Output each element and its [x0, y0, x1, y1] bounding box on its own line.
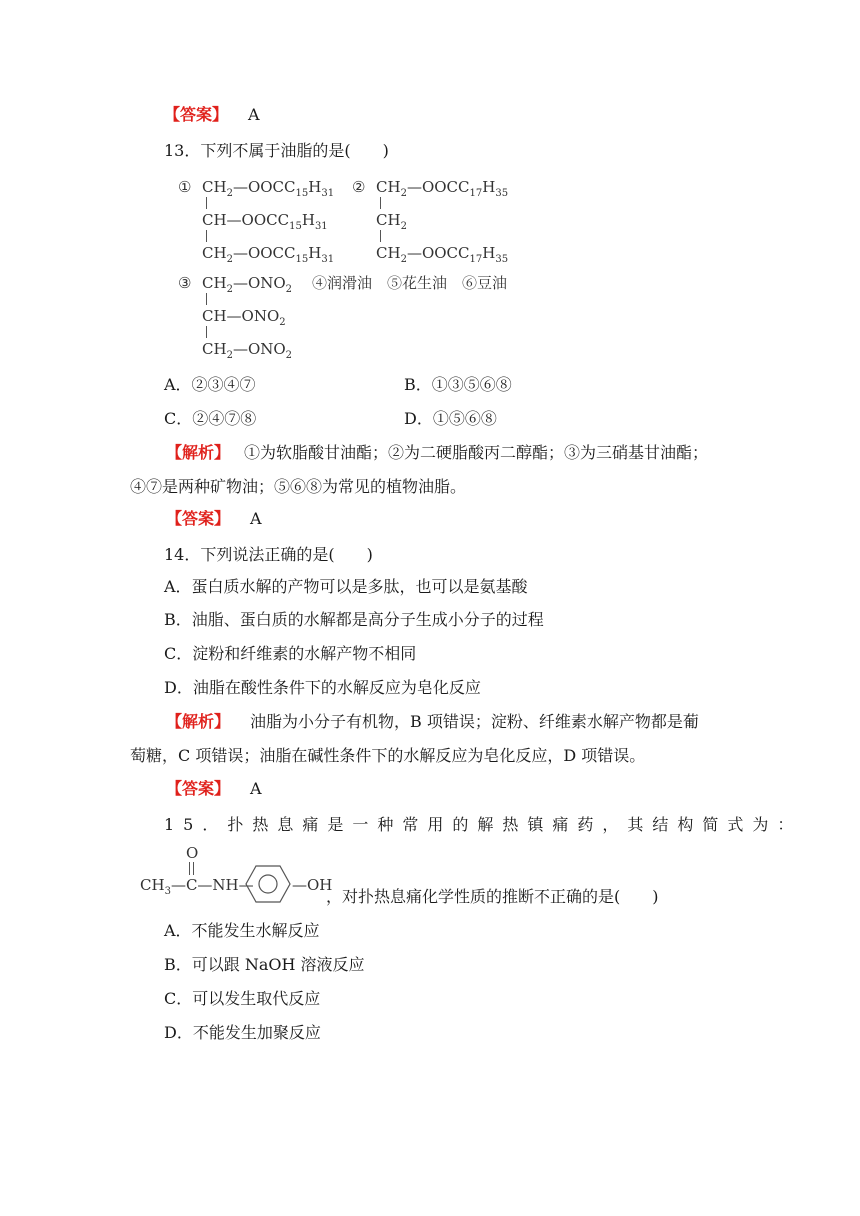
bond-line [206, 197, 207, 209]
q14-option-a: A．蛋白质水解的产物可以是多肽，也可以是氨基酸 [164, 577, 528, 596]
analysis-label: 【解析】 [166, 712, 231, 731]
q15-option-b: B．可以跟 NaOH 溶液反应 [164, 955, 365, 974]
q15-option-d: D．不能发生加聚反应 [164, 1023, 321, 1042]
q13-option-b: B．①③⑤⑥⑧ [404, 375, 512, 394]
q14-stem: 14．下列说法正确的是( ) [164, 545, 373, 564]
q14-option-c: C．淀粉和纤维素的水解产物不相同 [164, 644, 417, 663]
answer-value: A [250, 779, 262, 798]
q12-answer [164, 104, 260, 126]
q13-analysis-line1: 【解析】 ①为软脂酸甘油酯；②为二硬脂酸丙二醇酯；③为三硝基甘油酯； [166, 443, 709, 462]
compound-others: ④润滑油 ⑤花生油 ⑥豆油 [312, 274, 508, 292]
answer-value: A [248, 105, 260, 124]
carbonyl-oxygen: O [186, 844, 199, 862]
answer-label: 【答案】 [166, 779, 231, 798]
compound-2-row3: $CH_2—OOCC_{17}H_{35}$ [376, 244, 509, 265]
q13-option-d: D．①⑤⑥⑧ [404, 409, 497, 428]
q15-stem: 15．扑热息痛是一种常用的解热镇痛药，其结构简式为： [164, 815, 803, 834]
benzene-ring-icon [244, 864, 292, 904]
compound-3-row1: $CH_2—ONO_2$ [202, 274, 293, 295]
bond-line [380, 230, 381, 242]
q14-option-d: D．油脂在酸性条件下的水解反应为皂化反应 [164, 678, 481, 697]
q15-stem-continued: ，对扑热息痛化学性质的推断不正确的是( ) [326, 887, 659, 906]
q13-stem: 13．下列不属于油脂的是( ) [164, 141, 389, 160]
compound-1-row1: $CH_2—OOCC_{15}H_{31}$ [202, 178, 335, 199]
structure-chain: $CH_3—C—NH—$ [140, 876, 254, 897]
compound-2-row1: $CH_2—OOCC_{17}H_{35}$ [376, 178, 509, 199]
compound-2-row2: $CH_2$ [376, 211, 407, 232]
bond-line [380, 197, 381, 209]
answer-value: A [250, 509, 262, 528]
hydroxyl-group: —OH [292, 876, 333, 894]
q14-option-b: B．油脂、蛋白质的水解都是高分子生成小分子的过程 [164, 610, 544, 629]
q13-answer [166, 508, 262, 530]
analysis-label: 【解析】 [166, 443, 231, 462]
double-bond-line [189, 862, 190, 875]
q15-option-c: C．可以发生取代反应 [164, 989, 321, 1008]
bond-line [206, 293, 207, 305]
q15-option-a: A．不能发生水解反应 [164, 921, 320, 940]
compound-3-row3: $CH_2—ONO_2$ [202, 340, 293, 361]
compound-1-number: ① [178, 178, 192, 196]
q13-option-c: C．②④⑦⑧ [164, 409, 257, 428]
compound-2-number: ② [352, 178, 366, 196]
compound-1-row3: $CH_2—OOCC_{15}H_{31}$ [202, 244, 335, 265]
bond-line [206, 326, 207, 338]
q14-answer [166, 778, 262, 800]
compound-1-row2: $CH—OOCC_{15}H_{31}$ [202, 211, 328, 232]
compound-3-number: ③ [178, 274, 192, 292]
q14-analysis-line1: 【解析】 油脂为小分子有机物，B 项错误；淀粉、纤维素水解产物都是葡 [166, 712, 699, 731]
q13-analysis-line2: ④⑦是两种矿物油；⑤⑥⑧为常见的植物油脂。 [130, 477, 467, 496]
bond-line [206, 230, 207, 242]
answer-label: 【答案】 [164, 105, 229, 124]
compound-3-row2: $CH—ONO_2$ [202, 307, 286, 328]
answer-label: 【答案】 [166, 509, 231, 528]
q14-analysis-line2: 萄糖，C 项错误；油脂在碱性条件下的水解反应为皂化反应，D 项错误。 [130, 746, 646, 765]
q13-option-a: A．②③④⑦ [164, 375, 256, 394]
double-bond-line [193, 862, 194, 875]
